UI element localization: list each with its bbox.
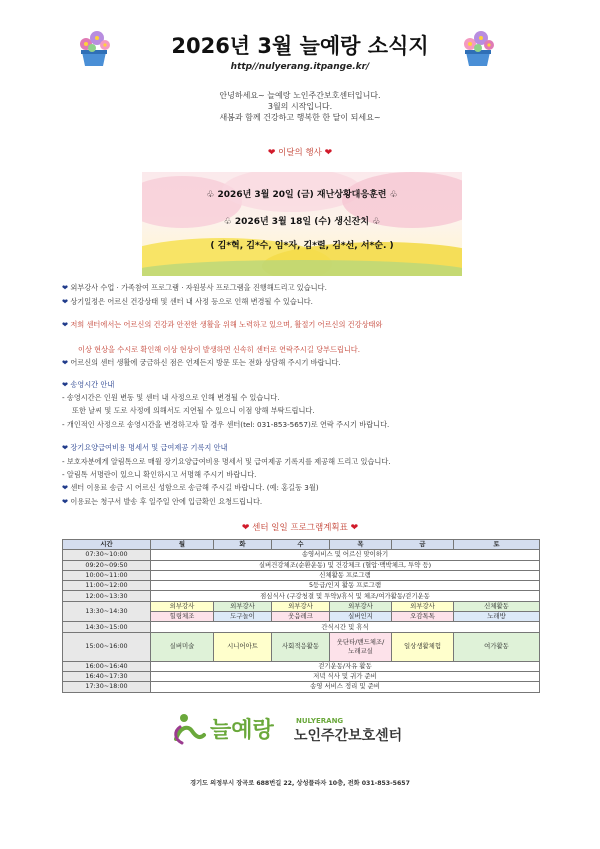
time-cell: 07:30~10:00 — [63, 550, 151, 560]
greeting-line: 새봄과 함께 건강하고 행복한 한 달이 되세요~ — [219, 113, 381, 122]
notice-text: 알림톡 서명란이 있으니 확인하시고 서명해 주시기 바랍니다. — [66, 470, 257, 479]
notice-text: 센터 이용료 송금 시 어르신 성함으로 송금해 주시길 바랍니다. (예: 홍길동 3월) — [70, 483, 319, 492]
heart-icon: ❤ — [62, 483, 71, 492]
activity-cell: 신체활동 — [454, 601, 540, 611]
notice-text: 장기요양급여비용 명세서 및 급여제공 기록지 안내 — [70, 443, 228, 452]
notice-line — [72, 406, 315, 416]
activity-cell: 외부강사 — [330, 601, 392, 611]
dash-bullet: - — [62, 393, 67, 402]
heart-icon: ❤ — [62, 380, 71, 389]
activity-cell: 간식시간 및 휴식 — [151, 622, 540, 632]
activity-cell: 노래방 — [454, 612, 540, 622]
activity-cell: 점심식사 (구강청결 및 투약)/휴식 및 체조/여가활동/걷기운동 — [151, 591, 540, 601]
heart-icon: ❤ — [241, 523, 250, 533]
person-figure-icon — [176, 714, 204, 743]
notice-text: 또한 날씨 및 도로 사정에 의해서도 지연될 수 있으니 이점 양해 부탁드립니다. — [72, 406, 315, 415]
heart-icon: ❤ — [62, 358, 71, 367]
birthday-names: ( 김*혁, 김*수, 임*자, 김*렬, 김*선, 서*순. ) — [210, 241, 394, 251]
notice-line — [62, 358, 341, 368]
footer-address: 경기도 의정부시 장곡로 688번길 22, 상성플라자 10층, 전화 031-853-5657 — [190, 780, 410, 787]
time-cell: 17:30~18:00 — [63, 682, 151, 692]
table-row — [63, 682, 540, 692]
activity-cell: 5등급/인지 활동 프로그램 — [151, 581, 540, 591]
heart-icon: ❤ — [62, 320, 71, 329]
column-header: 금 — [392, 540, 454, 550]
activity-cell: 여가활동 — [454, 632, 540, 661]
notice-text: 상기일정은 어르신 건강상태 및 센터 내 사정 등으로 인해 변경될 수 있습니다. — [70, 297, 313, 306]
activity-cell: 저녁 식사 및 귀가 준비 — [151, 671, 540, 681]
time-cell: 12:00~13:30 — [63, 591, 151, 601]
activity-cell: 사회적응활동 — [272, 632, 330, 661]
activity-cell: 외부강사 — [392, 601, 454, 611]
heart-icon: ❤ — [324, 148, 333, 158]
greeting-line: 안녕하세요~ 늘예랑 노인주간보호센터입니다. — [219, 91, 381, 100]
activity-cell: 오감톡톡 — [392, 612, 454, 622]
center-logo — [170, 709, 430, 749]
notice-line — [62, 483, 319, 493]
notice-line — [62, 470, 256, 480]
notice-text: 이용료는 청구서 발송 후 일주일 안에 입금확인 요청드립니다. — [70, 497, 263, 506]
activity-cell: 실버건강체조(순환운동) 및 건강체크 (혈압·맥박체크, 투약 등) — [151, 560, 540, 570]
heart-icon: ❤ — [62, 497, 71, 506]
dash-bullet: - — [62, 470, 67, 479]
time-cell: 13:30~14:30 — [63, 601, 151, 622]
logo-center-name: 노인주간보호센터 — [294, 728, 403, 744]
heart-icon: ❤ — [62, 283, 71, 292]
activity-cell: 도구놀이 — [214, 612, 272, 622]
activity-cell: 실버미술 — [151, 632, 214, 661]
notice-line — [62, 497, 262, 507]
flower-icon: ♧ — [206, 190, 215, 200]
website-url[interactable]: http//nulyerang.itpange.kr/ — [230, 62, 370, 72]
schedule-heading: ❤ 센터 일일 프로그램계획표 ❤ — [241, 523, 359, 533]
notice-text: 외부강사 수업 · 가족참여 프로그램 · 자원봉사 프로그램을 진행해드리고 있습니다. — [70, 283, 327, 292]
notice-text: 이상 현상을 수시로 확인해 이상 현상이 발생하면 신속히 센터로 연락주시길 당부드립니다. — [78, 345, 361, 354]
dash-bullet: - — [62, 457, 67, 466]
greeting-line: 3월의 시작입니다. — [267, 102, 333, 111]
activity-cell: 외부강사 — [151, 601, 214, 611]
newsletter-title: 2026년 3월 늘예랑 소식지 — [171, 34, 429, 58]
notice-line — [62, 420, 389, 430]
flower-icon: ♧ — [389, 190, 398, 200]
table-row — [63, 591, 540, 601]
events-heading: ❤ 이달의 행사 ❤ — [267, 148, 333, 158]
event-item: ♧ 2026년 3월 20일 (금) 재난상황대응훈련 ♧ — [206, 190, 398, 200]
logo-brand: 늘예랑 — [210, 718, 274, 743]
notice-text: 송영시간 안내 — [70, 380, 115, 389]
column-header: 월 — [151, 540, 214, 550]
time-cell: 15:00~16:00 — [63, 632, 151, 661]
event-item: ♧ 2026년 3월 18일 (수) 생신잔치 ♧ — [223, 217, 381, 227]
table-row — [63, 550, 540, 560]
table-row — [63, 581, 540, 591]
notice-line — [62, 393, 280, 403]
notice-text: 송영시간은 인원 변동 및 센터 내 사정으로 인해 변경될 수 있습니다. — [66, 393, 280, 402]
notice-line — [62, 320, 382, 330]
column-header: 화 — [214, 540, 272, 550]
notice-line — [62, 443, 228, 453]
activity-cell: 시니어아트 — [214, 632, 272, 661]
flower-icon: ♧ — [372, 217, 381, 227]
time-cell: 11:00~12:00 — [63, 581, 151, 591]
activity-cell: 송영서비스 및 어르신 맞이하기 — [151, 550, 540, 560]
table-row — [63, 601, 540, 611]
time-cell: 14:30~15:00 — [63, 622, 151, 632]
table-row — [63, 570, 540, 580]
table-header-row — [63, 540, 540, 550]
activity-cell: 힐링체조 — [151, 612, 214, 622]
logo-english: NULYERANG — [296, 717, 344, 725]
heart-icon: ❤ — [62, 297, 71, 306]
dash-bullet: - — [62, 420, 67, 429]
activity-cell: 외부강사 — [214, 601, 272, 611]
activity-cell: 외부강사 — [272, 601, 330, 611]
notice-text: 보호자분에게 알림톡으로 매월 장기요양급여비용 명세서 및 급여제공 기록지를 제공해 드리고 있습니다. — [66, 457, 391, 466]
activity-cell: 일상생활체험 — [392, 632, 454, 661]
column-header: 수 — [272, 540, 330, 550]
notice-line — [62, 297, 313, 307]
flower-icon: ♧ — [223, 217, 232, 227]
table-row — [63, 632, 540, 661]
table-row — [63, 671, 540, 681]
notice-line — [62, 457, 391, 467]
activity-cell: 송영 서비스 정리 및 준비 — [151, 682, 540, 692]
notice-line — [62, 380, 114, 390]
activity-cell: 실버인지 — [330, 612, 392, 622]
activity-cell: 웃음레크 — [272, 612, 330, 622]
activity-cell: 웃단타/밴드체조/ 노래교실 — [330, 632, 392, 661]
time-cell: 09:20~09:50 — [63, 560, 151, 570]
heart-icon: ❤ — [62, 443, 71, 452]
schedule-table — [62, 539, 540, 693]
activity-cell: 걷기운동/자유 활동 — [151, 661, 540, 671]
table-row — [63, 560, 540, 570]
table-row — [63, 622, 540, 632]
column-header: 토 — [454, 540, 540, 550]
time-cell: 10:00~11:00 — [63, 570, 151, 580]
time-cell: 16:00~16:40 — [63, 661, 151, 671]
table-row — [63, 661, 540, 671]
column-header: 목 — [330, 540, 392, 550]
heart-icon: ❤ — [350, 523, 359, 533]
notice-line — [78, 345, 360, 355]
activity-cell: 신체활동 프로그램 — [151, 570, 540, 580]
column-header: 시간 — [63, 540, 151, 550]
notice-text: 저희 센터에서는 어르신의 건강과 안전한 생활을 위해 노력하고 있으며, 활절기 어르신의 건강상태와 — [70, 320, 383, 329]
time-cell: 16:40~17:30 — [63, 671, 151, 681]
notice-text: 어르신의 센터 생활에 궁금하신 점은 언제든지 방문 또는 전화 상담해 주시기 바랍니다. — [70, 358, 341, 367]
notice-text: 개인적인 사정으로 송영시간을 변경하고자 할 경우 센터(tel: 031-853-5657)로 연락 주시기 바랍니다. — [66, 420, 390, 429]
notice-line — [62, 283, 327, 293]
heart-icon: ❤ — [267, 148, 276, 158]
